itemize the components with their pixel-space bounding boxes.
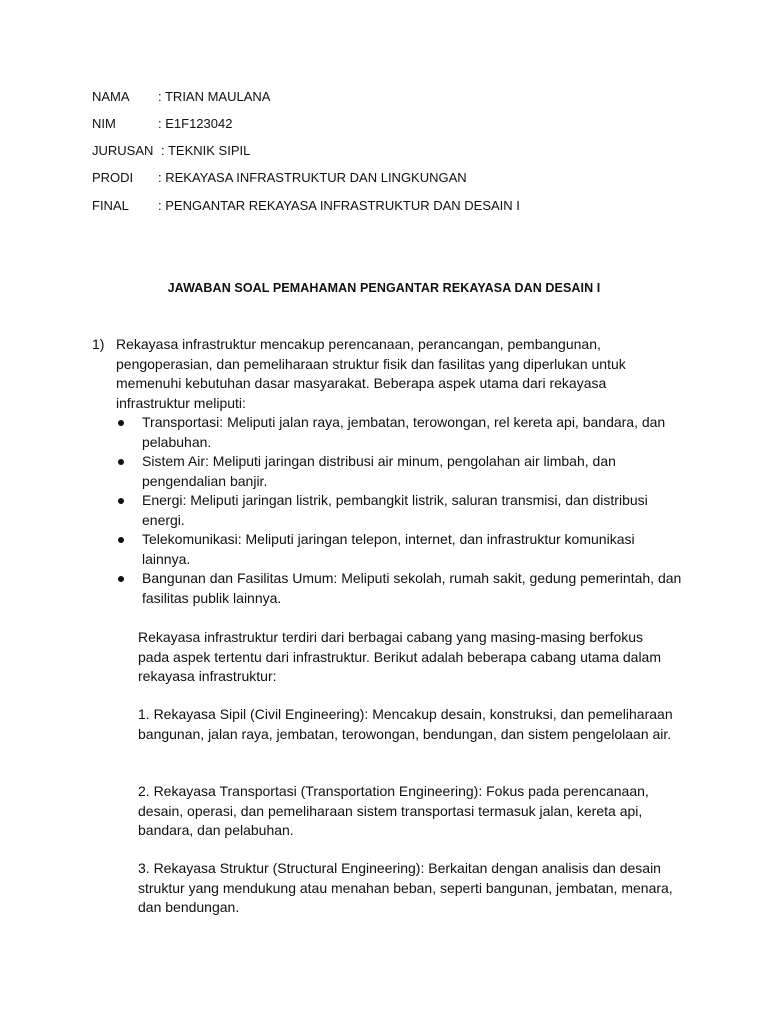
info-row-nim [92,116,233,132]
info-row-prodi [92,170,467,186]
info-label: NIM [92,116,116,131]
branch-civil-paragraph: 1. Rekayasa Sipil (Civil Engineering): Mencakup desain, konstruksi, dan pemeliharaan bangunan, jalan raya, jembatan, terowongan, bendungan, dan sistem pengelolaan air. [138,706,673,742]
info-row-final [92,198,520,214]
info-value: : E1F123042 [158,116,233,131]
bullet-icon [118,420,124,426]
document-title: JAWABAN SOAL PEMAHAMAN PENGANTAR REKAYASA DAN DESAIN I [167,281,601,295]
question-number: 1) [92,336,105,352]
question-intro: Rekayasa infrastruktur mencakup perencanaan, perancangan, pembangunan, pengoperasian, dan pemeliharaan struktur fisik dan fasilitas yang diperlukan untuk memenuhi kebutuhan dasar masyarakat. Beberapa aspek utama dari rekayasa infrastruktur meliputi: [116,336,626,411]
list-item [116,530,686,569]
branches-intro-paragraph: Rekayasa infrastruktur terdiri dari berbagai cabang yang masing-masing berfokus pada aspek tertentu dari infrastruktur. Berikut adalah beberapa cabang utama dalam rekayasa infrastruktur: [138,629,661,684]
info-row-jurusan [92,143,251,159]
branch-structural-paragraph: 3. Rekayasa Struktur (Structural Engineering): Berkaitan dengan analisis dan desain struktur yang mendukung atau menahan beban, seperti bangunan, jembatan, menara, dan bendungan. [138,860,673,915]
list-item [116,413,686,452]
list-item [116,452,686,491]
bullet-icon [118,498,124,504]
info-label: JURUSAN [92,143,154,158]
info-value: : TEKNIK SIPIL [161,143,251,158]
list-item-text: Energi: Meliputi jaringan listrik, pembangkit listrik, saluran transmisi, dan distribusi energi. [142,492,648,528]
bullet-icon [118,576,124,582]
branch-transportation-paragraph: 2. Rekayasa Transportasi (Transportation Engineering): Fokus pada perencanaan, desain, operasi, dan pemeliharaan sistem transportasi termasuk jalan, kereta api, bandara, dan pelabuhan. [138,783,649,838]
info-value: : PENGANTAR REKAYASA INFRASTRUKTUR DAN DESAIN I [158,198,520,213]
info-label: NAMA [92,89,130,104]
list-item [116,491,686,530]
info-value: : REKAYASA INFRASTRUKTUR DAN LINGKUNGAN [158,170,467,185]
list-item [116,569,686,608]
info-row-nama [92,89,271,105]
list-item-text: Sistem Air: Meliputi jaringan distribusi air minum, pengolahan air limbah, dan pengendalian banjir. [142,453,616,489]
info-value: : TRIAN MAULANA [158,89,271,104]
bullet-icon [118,459,124,465]
bullet-icon [118,537,124,543]
list-item-text: Transportasi: Meliputi jalan raya, jembatan, terowongan, rel kereta api, bandara, dan pelabuhan. [142,414,666,450]
list-item-text: Telekomunikasi: Meliputi jaringan telepon, internet, dan infrastruktur komunikasi lainnya. [142,531,635,567]
info-label: FINAL [92,198,129,213]
aspect-list [116,413,686,608]
info-label: PRODI [92,170,134,185]
list-item-text: Bangunan dan Fasilitas Umum: Meliputi sekolah, rumah sakit, gedung pemerintah, dan fasilitas publik lainnya. [142,570,682,606]
